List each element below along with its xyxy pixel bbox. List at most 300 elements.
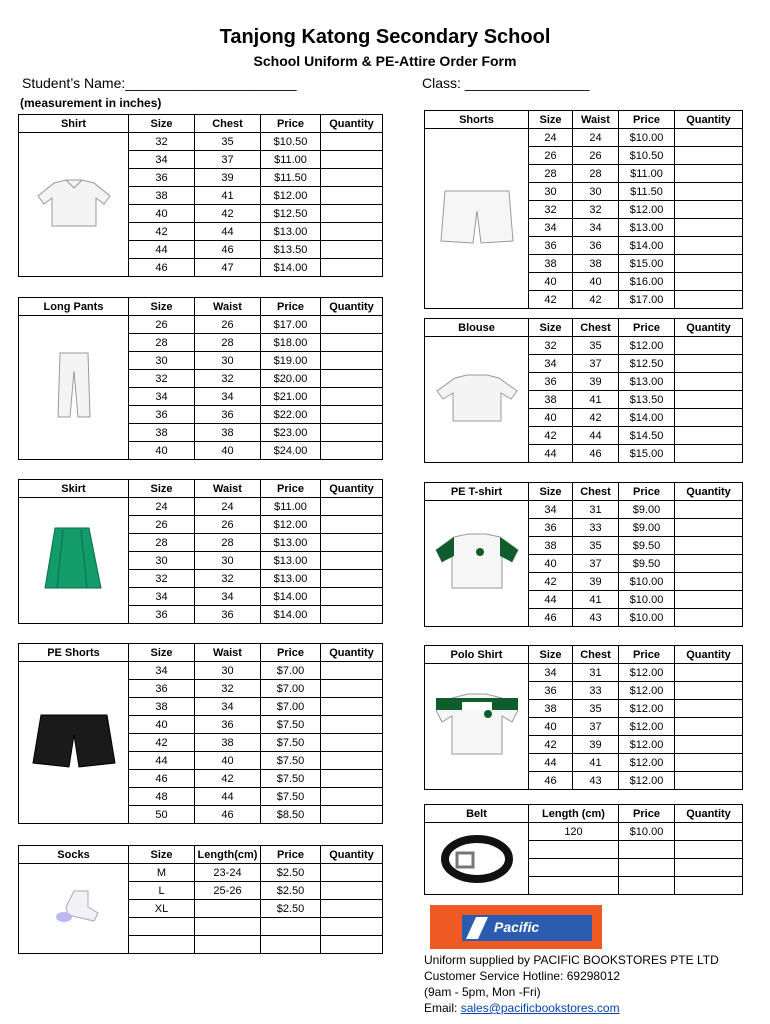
skirt-icon — [39, 524, 109, 594]
shirt-icon — [34, 178, 114, 228]
table-cell: 26 — [195, 516, 261, 534]
table-cell: 46 — [129, 259, 195, 277]
table-cell: 32 — [129, 133, 195, 151]
table-cell: 33 — [573, 682, 619, 700]
table-cell: 39 — [573, 373, 619, 391]
column-header: PE T-shirt — [425, 483, 529, 501]
quantity-input[interactable] — [675, 501, 743, 519]
table-cell — [129, 918, 195, 936]
belt-icon — [439, 827, 515, 887]
quantity-input[interactable] — [675, 877, 743, 895]
quantity-input[interactable] — [675, 183, 743, 201]
column-header: Polo Shirt — [425, 646, 529, 664]
quantity-input[interactable] — [675, 555, 743, 573]
table-cell: 46 — [195, 241, 261, 259]
table-cell: 46 — [195, 806, 261, 824]
table-cell: 36 — [529, 682, 573, 700]
page-title: Tanjong Katong Secondary School — [219, 26, 551, 48]
table-cell: $11.00 — [619, 165, 675, 183]
table-cell: 34 — [573, 219, 619, 237]
quantity-input[interactable] — [321, 900, 383, 918]
table-cell: $13.50 — [619, 391, 675, 409]
table-cell: $12.00 — [619, 754, 675, 772]
pe-tshirt-table — [424, 482, 743, 627]
quantity-input[interactable] — [675, 291, 743, 309]
quantity-input[interactable] — [675, 255, 743, 273]
quantity-input[interactable] — [675, 237, 743, 255]
table-cell: $13.00 — [261, 570, 321, 588]
table-cell: 44 — [529, 754, 573, 772]
socks-table — [18, 845, 383, 954]
supplier-line: Uniform supplied by PACIFIC BOOKSTORES PTE LTD — [424, 953, 719, 967]
column-header: Length (cm) — [529, 805, 619, 823]
page-subtitle: School Uniform & PE-Attire Order Form — [253, 53, 517, 69]
table-cell: 43 — [573, 609, 619, 627]
table-cell: $13.00 — [261, 223, 321, 241]
table-cell: $15.00 — [619, 255, 675, 273]
quantity-input[interactable] — [321, 205, 383, 223]
table-cell: 44 — [573, 427, 619, 445]
table-cell: $7.00 — [261, 698, 321, 716]
email-link[interactable]: sales@pacificbookstores.com — [460, 1001, 620, 1015]
table-cell: 40 — [129, 716, 195, 734]
quantity-input[interactable] — [321, 606, 383, 624]
table-cell: 31 — [573, 501, 619, 519]
table-cell: 40 — [129, 442, 195, 460]
table-cell: 38 — [129, 424, 195, 442]
column-header: PE Shorts — [19, 644, 129, 662]
table-cell — [529, 877, 619, 895]
table-cell: $13.50 — [261, 241, 321, 259]
quantity-input[interactable] — [321, 936, 383, 954]
email-line — [424, 1001, 620, 1015]
table-cell: $12.00 — [619, 736, 675, 754]
table-cell: 42 — [573, 291, 619, 309]
quantity-input[interactable] — [321, 552, 383, 570]
table-cell: 42 — [129, 734, 195, 752]
quantity-input[interactable] — [321, 716, 383, 734]
quantity-input[interactable] — [321, 770, 383, 788]
quantity-input[interactable] — [321, 223, 383, 241]
column-header: Size — [129, 644, 195, 662]
table-cell: 36 — [529, 237, 573, 255]
table-cell: 36 — [129, 680, 195, 698]
table-cell: $7.00 — [261, 680, 321, 698]
table-cell: 44 — [195, 223, 261, 241]
table-cell: 32 — [195, 680, 261, 698]
table-cell: 39 — [573, 573, 619, 591]
table-cell: 36 — [129, 606, 195, 624]
quantity-input[interactable] — [675, 391, 743, 409]
table-cell: $10.00 — [619, 823, 675, 841]
table-cell: 37 — [573, 718, 619, 736]
table-cell: 42 — [529, 736, 573, 754]
logo-text: Pacific — [494, 919, 540, 935]
table-cell: 28 — [195, 334, 261, 352]
quantity-input[interactable] — [675, 165, 743, 183]
table-cell: $12.00 — [619, 682, 675, 700]
table-cell: 41 — [573, 591, 619, 609]
item-image — [425, 129, 529, 309]
table-cell: 32 — [195, 570, 261, 588]
column-header: Long Pants — [19, 298, 129, 316]
table-cell: 38 — [129, 698, 195, 716]
quantity-input[interactable] — [675, 718, 743, 736]
quantity-input[interactable] — [675, 754, 743, 772]
table-cell: 28 — [129, 334, 195, 352]
quantity-input[interactable] — [675, 147, 743, 165]
table-cell: $9.50 — [619, 537, 675, 555]
quantity-input[interactable] — [321, 133, 383, 151]
table-cell: $12.50 — [261, 205, 321, 223]
table-cell: $7.50 — [261, 770, 321, 788]
table-cell: $11.00 — [261, 151, 321, 169]
table-cell: $11.50 — [261, 169, 321, 187]
item-image — [19, 864, 129, 954]
table-row — [425, 664, 743, 682]
shirt-table — [18, 114, 383, 277]
column-header: Price — [261, 298, 321, 316]
table-cell: 30 — [195, 662, 261, 680]
item-image — [425, 664, 529, 790]
column-header: Chest — [195, 115, 261, 133]
quantity-input[interactable] — [321, 752, 383, 770]
column-header: Size — [129, 115, 195, 133]
table-row — [425, 501, 743, 519]
table-cell: $12.00 — [619, 337, 675, 355]
table-cell — [619, 859, 675, 877]
table-cell: 34 — [129, 662, 195, 680]
table-cell: 46 — [529, 772, 573, 790]
column-header: Chest — [573, 483, 619, 501]
column-header: Price — [261, 846, 321, 864]
quantity-input[interactable] — [675, 337, 743, 355]
table-cell: 50 — [129, 806, 195, 824]
quantity-input[interactable] — [321, 316, 383, 334]
table-cell — [195, 900, 261, 918]
quantity-input[interactable] — [321, 406, 383, 424]
column-header: Quantity — [321, 115, 383, 133]
table-cell: 40 — [529, 718, 573, 736]
table-cell: 32 — [573, 201, 619, 219]
shorts-icon — [437, 187, 517, 247]
table-cell: 34 — [195, 588, 261, 606]
quantity-input[interactable] — [675, 823, 743, 841]
table-cell: 34 — [129, 588, 195, 606]
quantity-input[interactable] — [675, 609, 743, 627]
quantity-input[interactable] — [321, 151, 383, 169]
quantity-input[interactable] — [675, 409, 743, 427]
table-cell: 37 — [195, 151, 261, 169]
quantity-input[interactable] — [321, 570, 383, 588]
table-cell: 24 — [529, 129, 573, 147]
table-header-row — [19, 644, 383, 662]
table-cell: $14.00 — [261, 259, 321, 277]
table-cell: 38 — [129, 187, 195, 205]
table-cell: 42 — [529, 291, 573, 309]
table-row — [19, 133, 383, 151]
table-cell: 24 — [129, 498, 195, 516]
table-cell: $12.00 — [619, 772, 675, 790]
table-cell: 38 — [529, 255, 573, 273]
table-cell: 28 — [529, 165, 573, 183]
quantity-input[interactable] — [321, 734, 383, 752]
table-header-row — [19, 298, 383, 316]
table-cell: 31 — [573, 664, 619, 682]
table-cell: 46 — [529, 609, 573, 627]
table-cell: 28 — [573, 165, 619, 183]
table-cell: $18.00 — [261, 334, 321, 352]
table-header-row — [425, 646, 743, 664]
quantity-input[interactable] — [675, 537, 743, 555]
table-cell: 44 — [529, 591, 573, 609]
table-cell: 23-24 — [195, 864, 261, 882]
quantity-input[interactable] — [675, 736, 743, 754]
quantity-input[interactable] — [321, 698, 383, 716]
quantity-input[interactable] — [675, 355, 743, 373]
table-cell: $12.00 — [619, 664, 675, 682]
table-row — [19, 316, 383, 334]
column-header: Quantity — [321, 846, 383, 864]
column-header: Quantity — [675, 111, 743, 129]
quantity-input[interactable] — [321, 169, 383, 187]
table-row — [19, 864, 383, 882]
table-cell: $7.50 — [261, 788, 321, 806]
column-header: Price — [619, 805, 675, 823]
table-cell: $12.00 — [619, 700, 675, 718]
table-cell: $9.50 — [619, 555, 675, 573]
quantity-input[interactable] — [675, 201, 743, 219]
quantity-input[interactable] — [321, 882, 383, 900]
quantity-input[interactable] — [321, 864, 383, 882]
table-cell: $10.00 — [619, 591, 675, 609]
column-header: Shorts — [425, 111, 529, 129]
table-cell: $17.00 — [619, 291, 675, 309]
item-image — [425, 501, 529, 627]
measurement-note: (measurement in inches) — [20, 96, 162, 110]
table-cell: 37 — [573, 555, 619, 573]
quantity-input[interactable] — [321, 806, 383, 824]
student-name-field[interactable]: Student’s Name:______________________ — [22, 75, 297, 91]
table-cell: 40 — [195, 442, 261, 460]
quantity-input[interactable] — [321, 352, 383, 370]
hotline-line: Customer Service Hotline: 69298012 — [424, 969, 621, 983]
quantity-input[interactable] — [321, 788, 383, 806]
blouse-table — [424, 318, 743, 463]
table-row — [425, 823, 743, 841]
quantity-input[interactable] — [321, 442, 383, 460]
column-header: Quantity — [321, 298, 383, 316]
table-cell: $22.00 — [261, 406, 321, 424]
column-header: Price — [261, 480, 321, 498]
column-header: Price — [261, 644, 321, 662]
table-cell: 38 — [529, 391, 573, 409]
quantity-input[interactable] — [321, 516, 383, 534]
table-cell: $12.00 — [261, 516, 321, 534]
table-cell: 34 — [529, 355, 573, 373]
table-cell: $2.50 — [261, 864, 321, 882]
table-cell: 43 — [573, 772, 619, 790]
table-header-row — [19, 115, 383, 133]
quantity-input[interactable] — [675, 682, 743, 700]
column-header: Blouse — [425, 319, 529, 337]
long-pants-icon — [54, 351, 94, 421]
table-cell: 35 — [573, 537, 619, 555]
table-cell: 41 — [573, 391, 619, 409]
table-cell: $13.00 — [619, 373, 675, 391]
quantity-input[interactable] — [675, 129, 743, 147]
table-cell: $11.50 — [619, 183, 675, 201]
table-cell: $15.00 — [619, 445, 675, 463]
table-cell: 36 — [573, 237, 619, 255]
table-cell: 24 — [195, 498, 261, 516]
table-cell: 24 — [573, 129, 619, 147]
table-cell: 26 — [129, 516, 195, 534]
table-cell: $7.00 — [261, 662, 321, 680]
quantity-input[interactable] — [321, 498, 383, 516]
table-cell — [195, 918, 261, 936]
quantity-input[interactable] — [675, 519, 743, 537]
quantity-input[interactable] — [675, 273, 743, 291]
table-cell — [529, 859, 619, 877]
table-cell: 35 — [195, 133, 261, 151]
column-header: Skirt — [19, 480, 129, 498]
table-cell: $11.00 — [261, 498, 321, 516]
table-cell — [619, 841, 675, 859]
table-cell: 28 — [195, 534, 261, 552]
quantity-input[interactable] — [675, 573, 743, 591]
quantity-input[interactable] — [321, 370, 383, 388]
table-cell: 38 — [195, 734, 261, 752]
quantity-input[interactable] — [675, 219, 743, 237]
quantity-input[interactable] — [675, 859, 743, 877]
table-cell: $2.50 — [261, 882, 321, 900]
column-header: Size — [529, 319, 573, 337]
quantity-input[interactable] — [321, 680, 383, 698]
shorts-table — [424, 110, 743, 309]
table-cell: $17.00 — [261, 316, 321, 334]
table-cell: $13.00 — [619, 219, 675, 237]
table-cell: 34 — [529, 501, 573, 519]
table-row — [19, 498, 383, 516]
quantity-input[interactable] — [675, 664, 743, 682]
table-cell: 25-26 — [195, 882, 261, 900]
table-cell: $8.50 — [261, 806, 321, 824]
polo-shirt-icon — [432, 692, 522, 758]
item-image — [425, 823, 529, 895]
table-cell: 41 — [195, 187, 261, 205]
table-cell: 40 — [529, 273, 573, 291]
table-cell: 40 — [195, 752, 261, 770]
table-cell: 30 — [195, 552, 261, 570]
table-cell: $7.50 — [261, 734, 321, 752]
table-cell: 30 — [195, 352, 261, 370]
table-cell: 40 — [529, 555, 573, 573]
table-cell: $14.00 — [261, 606, 321, 624]
quantity-input[interactable] — [321, 187, 383, 205]
table-row — [19, 662, 383, 680]
table-row — [425, 129, 743, 147]
polo-shirt-table — [424, 645, 743, 790]
item-image — [425, 337, 529, 463]
column-header: Size — [529, 646, 573, 664]
table-cell: 38 — [529, 537, 573, 555]
quantity-input[interactable] — [675, 700, 743, 718]
quantity-input[interactable] — [321, 918, 383, 936]
table-cell: $9.00 — [619, 501, 675, 519]
column-header: Quantity — [675, 646, 743, 664]
table-cell: 44 — [129, 241, 195, 259]
table-cell — [261, 918, 321, 936]
table-cell: 32 — [529, 337, 573, 355]
table-cell: 32 — [129, 370, 195, 388]
table-row — [425, 337, 743, 355]
table-cell: 44 — [129, 752, 195, 770]
table-cell: $10.00 — [619, 129, 675, 147]
table-cell: L — [129, 882, 195, 900]
table-cell: 40 — [573, 273, 619, 291]
column-header: Waist — [195, 298, 261, 316]
column-header: Price — [619, 319, 675, 337]
quantity-input[interactable] — [675, 373, 743, 391]
column-header: Quantity — [321, 480, 383, 498]
quantity-input[interactable] — [321, 534, 383, 552]
table-cell: $14.00 — [619, 409, 675, 427]
quantity-input[interactable] — [675, 772, 743, 790]
table-cell: 46 — [573, 445, 619, 463]
table-cell: $21.00 — [261, 388, 321, 406]
quantity-input[interactable] — [321, 662, 383, 680]
table-cell: 36 — [529, 519, 573, 537]
quantity-input[interactable] — [321, 588, 383, 606]
table-cell: 26 — [129, 316, 195, 334]
class-field[interactable]: Class: ________________ — [422, 75, 590, 91]
table-cell: 34 — [129, 151, 195, 169]
table-cell — [619, 877, 675, 895]
quantity-input[interactable] — [321, 241, 383, 259]
quantity-input[interactable] — [675, 427, 743, 445]
table-cell: $9.00 — [619, 519, 675, 537]
column-header: Quantity — [321, 644, 383, 662]
quantity-input[interactable] — [321, 424, 383, 442]
table-cell: $24.00 — [261, 442, 321, 460]
quantity-input[interactable] — [321, 388, 383, 406]
table-cell: 26 — [529, 147, 573, 165]
table-cell: $16.00 — [619, 273, 675, 291]
table-cell: $14.50 — [619, 427, 675, 445]
quantity-input[interactable] — [675, 445, 743, 463]
table-cell: 44 — [195, 788, 261, 806]
table-cell: 34 — [529, 664, 573, 682]
table-cell: 41 — [573, 754, 619, 772]
pe-shorts-table — [18, 643, 383, 824]
quantity-input[interactable] — [321, 334, 383, 352]
table-cell: 28 — [129, 534, 195, 552]
column-header: Quantity — [675, 483, 743, 501]
quantity-input[interactable] — [321, 259, 383, 277]
pe-shorts-icon — [29, 711, 119, 771]
socks-icon — [44, 889, 104, 925]
table-cell: 42 — [529, 573, 573, 591]
table-cell: 30 — [529, 183, 573, 201]
table-cell: $7.50 — [261, 752, 321, 770]
column-header: Price — [261, 115, 321, 133]
quantity-input[interactable] — [675, 841, 743, 859]
table-cell: 47 — [195, 259, 261, 277]
pacific-bookstores-logo — [430, 905, 602, 949]
table-header-row — [425, 805, 743, 823]
quantity-input[interactable] — [675, 591, 743, 609]
